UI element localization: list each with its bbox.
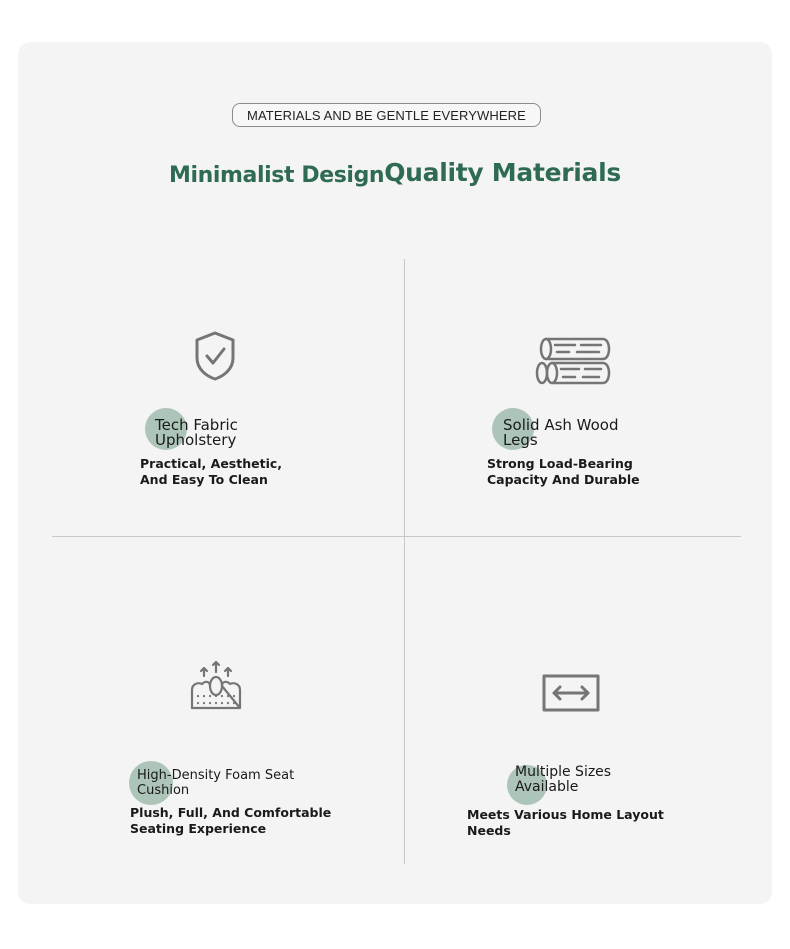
feature-desc-tech-fabric: Practical, Aesthetic, And Easy To Clean	[140, 456, 283, 487]
feature-title-multiple-sizes: Multiple Sizes Available	[515, 764, 612, 795]
foam-cushion-icon	[188, 660, 244, 712]
divider-vertical-bottom	[404, 537, 405, 864]
feature-desc-multiple-sizes: Meets Various Home Layout Needs	[467, 807, 664, 838]
tagline-badge	[232, 103, 541, 127]
shield-check-icon	[189, 330, 241, 382]
feature-title-ash-wood: Solid Ash Wood Legs	[503, 416, 619, 449]
feature-title-foam-cushion: High-Density Foam Seat Cushion	[137, 768, 295, 798]
feature-title-tech-fabric: Tech Fabric Upholstery	[155, 416, 238, 449]
tagline-text: MATERIALS AND BE GENTLE EVERYWHERE	[247, 107, 526, 123]
divider-horizontal	[52, 536, 741, 537]
resize-arrows-icon	[542, 674, 600, 712]
feature-desc-foam-cushion: Plush, Full, And Comfortable Seating Experience	[130, 805, 332, 836]
feature-desc-ash-wood: Strong Load-Bearing Capacity And Durable	[487, 456, 640, 487]
divider-vertical-top	[404, 259, 405, 536]
title-minimalist-design: Minimalist Design	[169, 163, 385, 188]
wood-logs-icon	[535, 336, 611, 388]
page-title	[0, 158, 790, 187]
title-quality-materials: Quality Materials	[384, 158, 621, 187]
